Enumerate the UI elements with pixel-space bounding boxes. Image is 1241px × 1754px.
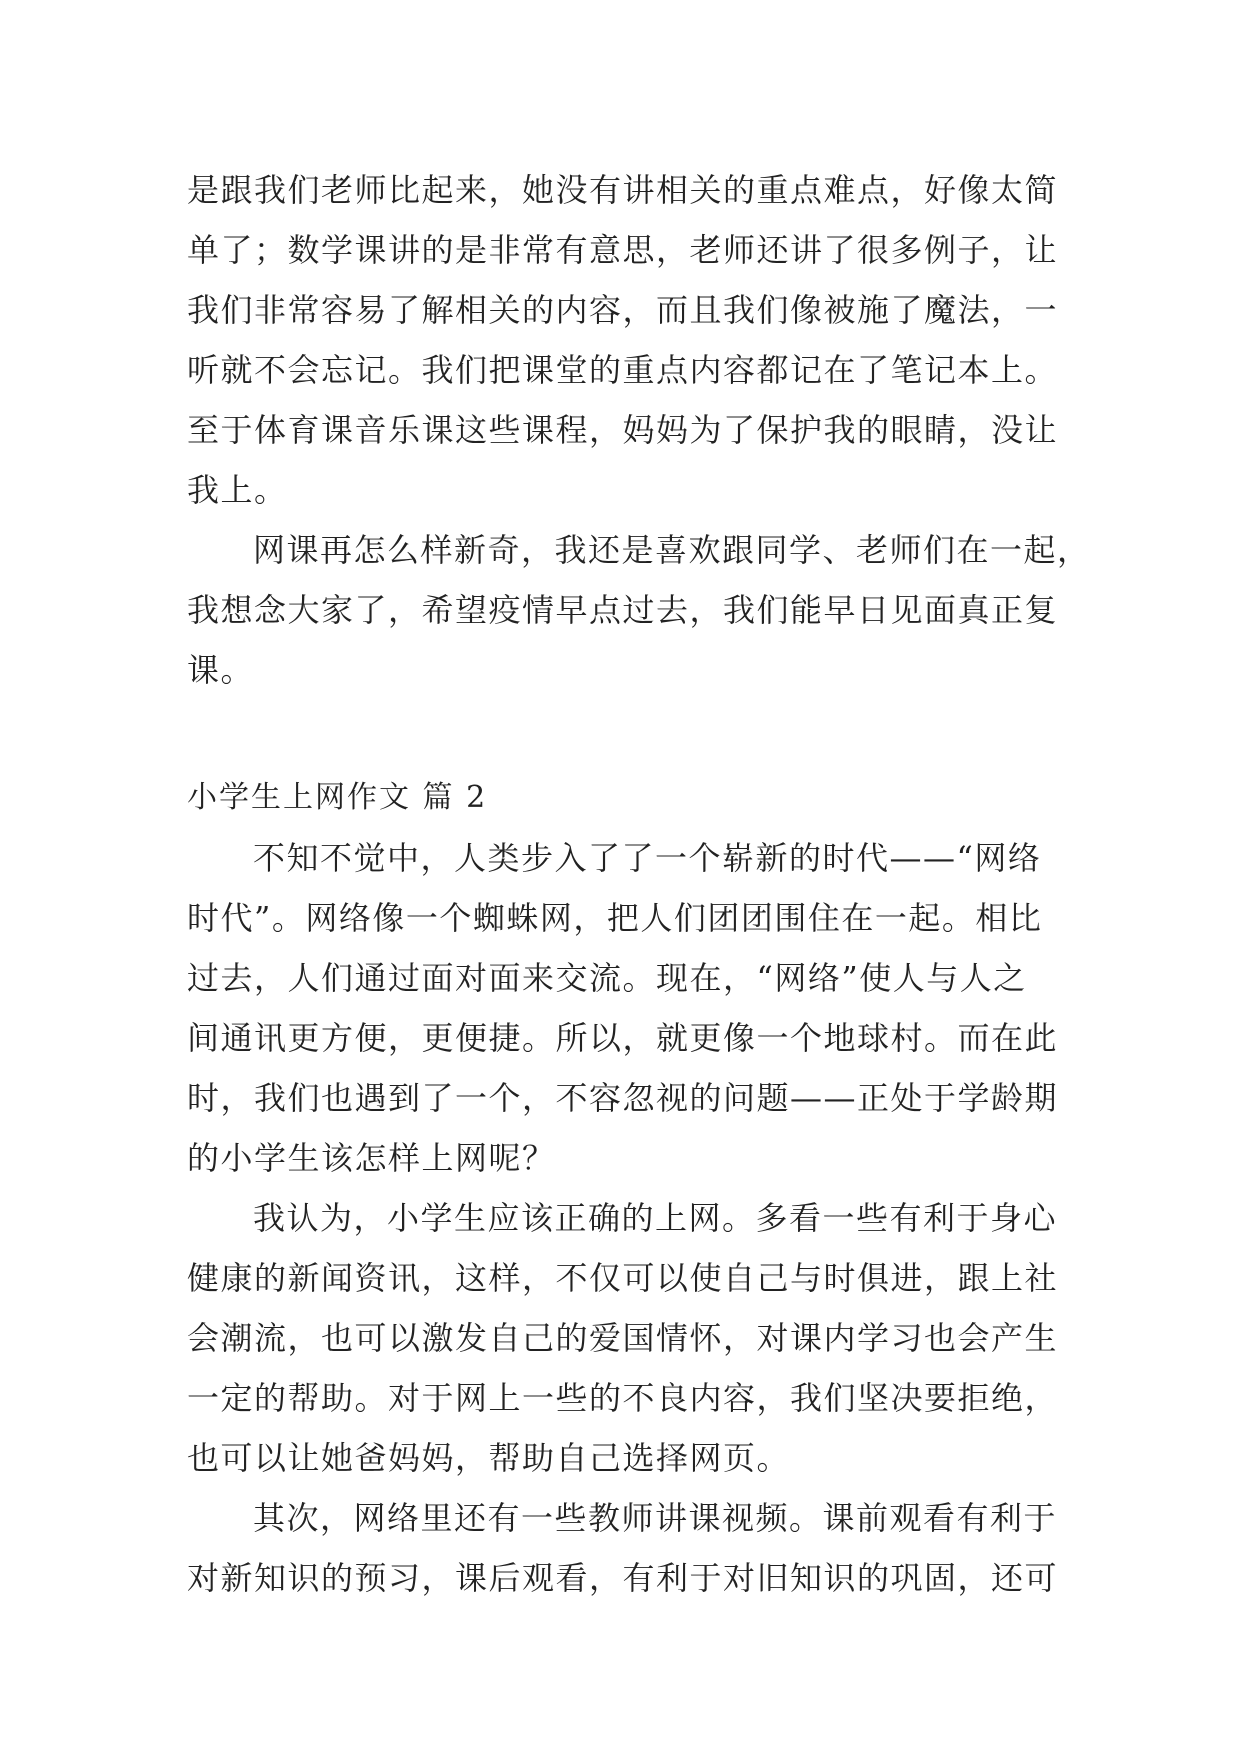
- text-line: 会潮流，也可以激发自己的爱国情怀，对课内学习也会产生: [187, 1319, 1059, 1357]
- paragraph: [187, 1488, 1067, 1608]
- text-line: 也可以让她爸妈妈，帮助自己选择网页。: [187, 1439, 791, 1477]
- text-line: 健康的新闻资讯，这样，不仅可以使自己与时俱进，跟上社: [187, 1259, 1059, 1297]
- section-heading: 小学生上网作文 篇 2: [187, 780, 488, 815]
- text-line: 听就不会忘记。我们把课堂的重点内容都记在了笔记本上。: [187, 351, 1059, 389]
- text-line: 对新知识的预习，课后观看，有利于对旧知识的巩固，还可: [187, 1559, 1059, 1597]
- text-line: 时代”。网络像一个蜘蛛网，把人们团团围住在一起。相比: [187, 899, 1043, 937]
- text-line: 是跟我们老师比起来，她没有讲相关的重点难点，好像太简: [187, 171, 1059, 209]
- text-line: 一定的帮助。对于网上一些的不良内容，我们坚决要拒绝，: [187, 1379, 1059, 1417]
- text-line: 我上。: [187, 471, 288, 509]
- paragraph: [187, 1188, 1067, 1488]
- text-line: 网课再怎么样新奇，我还是喜欢跟同学、老师们在一起，: [253, 531, 1091, 569]
- document-body: [187, 160, 1091, 1608]
- text-line: 至于体育课音乐课这些课程，妈妈为了保护我的眼睛，没让: [187, 411, 1059, 449]
- section-spacer: [187, 700, 1067, 768]
- text-line: 时，我们也遇到了一个，不容忽视的问题——正处于学龄期: [187, 1079, 1059, 1117]
- text-line: 我们非常容易了解相关的内容，而且我们像被施了魔法，一: [187, 291, 1059, 329]
- text-line: 课。: [187, 651, 255, 689]
- text-line: 过去，人们通过面对面来交流。现在，“网络”使人与人之: [187, 959, 1027, 997]
- text-line: 我想念大家了，希望疫情早点过去，我们能早日见面真正复: [187, 591, 1059, 629]
- paragraph: [187, 828, 1067, 1188]
- text-line: 我认为，小学生应该正确的上网。多看一些有利于身心: [253, 1199, 1058, 1237]
- text-line: 单了；数学课讲的是非常有意思，老师还讲了很多例子，让: [187, 231, 1059, 269]
- text-line: 的小学生该怎样上网呢？: [187, 1139, 556, 1177]
- text-line: 不知不觉中，人类步入了了一个崭新的时代——“网络: [253, 839, 1042, 877]
- paragraph: [187, 520, 1091, 700]
- paragraph: [187, 160, 1067, 520]
- text-line: 间通讯更方便，更便捷。所以，就更像一个地球村。而在此: [187, 1019, 1059, 1057]
- text-line: 其次，网络里还有一些教师讲课视频。课前观看有利于: [253, 1499, 1058, 1537]
